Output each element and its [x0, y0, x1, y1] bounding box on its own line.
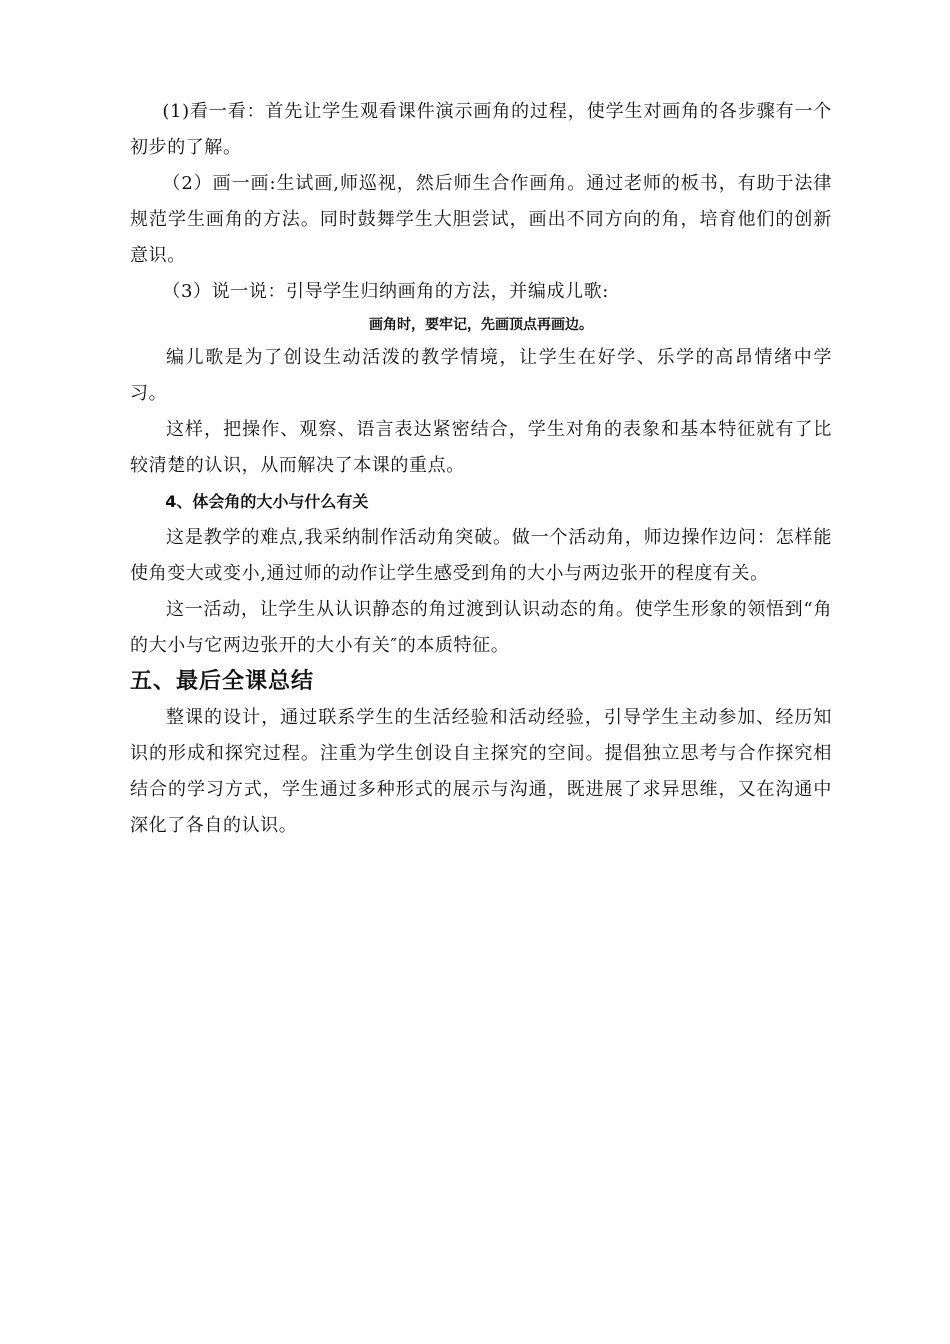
paragraph-key-point: 这样，把操作、观察、语言表达紧密结合，学生对角的表象和基本特征就有了比较清楚的认识，从而解决了本课的重点。: [130, 419, 832, 476]
paragraph-difficulty: 这是教学的难点,我采纳制作活动角突破。做一个活动角，师边操作边问：怎样能使角变大或变小,通过师的动作让学生感受到角的大小与两边张开的程度有关。: [130, 527, 832, 584]
subheading-angle-size: 4、体会角的大小与什么有关: [165, 492, 369, 511]
paragraph-draw: （2）画一画:生试画,师巡视，然后师生合作画角。通过老师的板书，有助于法律规范学生画角的方法。同时鼓舞学生大胆尝试，画出不同方向的角，培育他们的创新意识。: [130, 173, 832, 266]
paragraph-dynamic-angle: 这一活动，让学生从认识静态的角过渡到认识动态的角。使学生形象的领悟到“角的大小与它两边张开的大小有关″的本质特征。: [130, 599, 832, 656]
paragraph-summary: 整课的设计，通过联系学生的生活经验和活动经验，引导学生主动参加、经历知识的形成和探究过程。注重为学生创设自主探究的空间。提倡独立思考与合作探究相结合的学习方式，学生通过多种形式的展示与沟通，既进展了求异思维，又在沟通中深化了各自的认识。: [130, 707, 832, 836]
paragraph-look: (1)看一看：首先让学生观看课件演示画角的过程，使学生对画角的各步骤有一个初步的了解。: [130, 101, 832, 158]
rhyme-line: 画角时，要牢记，先画顶点再画边。: [369, 317, 593, 333]
paragraph-rhyme-purpose: 编儿歌是为了创设生动活泼的教学情境，让学生在好学、乐学的高昂情绪中学习。: [130, 347, 832, 404]
document-body: [130, 94, 832, 844]
section-title-summary: 五、最后全课总结: [130, 669, 315, 694]
paragraph-say: （3）说一说：引导学生归纳画角的方法，并编成儿歌:: [162, 281, 609, 302]
